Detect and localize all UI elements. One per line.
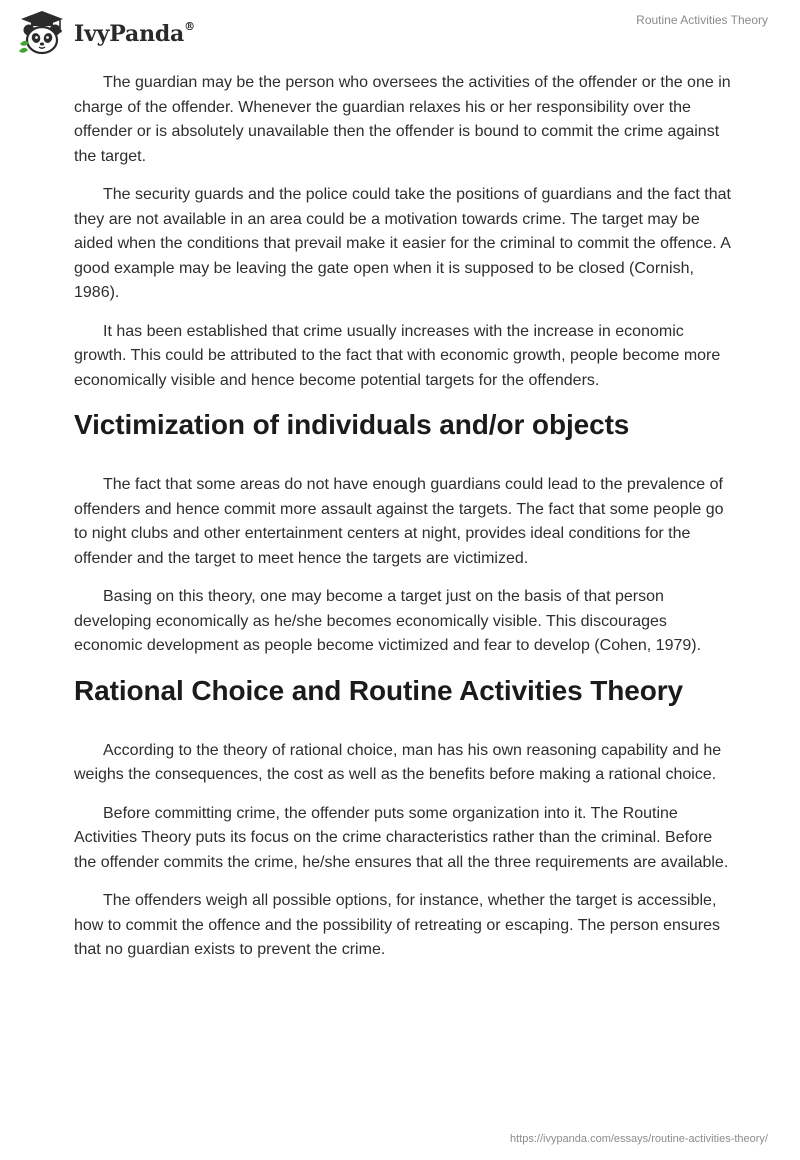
paragraph: The security guards and the police could take the positions of guardians and the fact that they are not available in an area could be a motivation towards crime. The target may be aided when the conditions that prevail make it easier for the criminal to commit the offence. A good example may be leaving the gate open when it is supposed to be closed (Cornish, 1986).	[74, 186, 731, 301]
paragraph: The guardian may be the person who oversees the activities of the offender or the one in charge of the offender. Whenever the guardian relaxes his or her responsibility over the offender or is absolutely unavailable then the offender is bound to commit the crime against the target.	[74, 74, 731, 165]
section-heading-rational-choice: Rational Choice and Routine Activities Theory	[74, 674, 683, 706]
paragraph: The offenders weigh all possible options, for instance, whether the target is accessible, how to commit the offence and the possibility of retreating or escaping. The person ensures that no guardian exists to prevent the crime.	[74, 892, 720, 958]
page-header	[0, 0, 800, 64]
paragraph: Basing on this theory, one may become a target just on the basis of that person developing economically as he/she becomes economically visible. This discourages economic development as people become victimized and fear to develop (Cohen, 1979).	[74, 588, 702, 654]
source-url-link[interactable]: https://ivypanda.com/essays/routine-activities-theory/	[509, 1133, 768, 1145]
paragraph: It has been established that crime usually increases with the increase in economic growth. This could be attributed to the fact that with economic growth, people become more economically visible and hence become potential targets for the offenders.	[74, 322, 721, 389]
ivypanda-logo[interactable]	[16, 8, 195, 58]
document-title: Routine Activities Theory	[636, 13, 768, 27]
section-heading-victimization: Victimization of individuals and/or objects	[74, 409, 630, 440]
logo-wordmark: IvyPanda®	[74, 19, 195, 47]
panda-graduate-icon	[16, 8, 68, 58]
paragraph: According to the theory of rational choice, man has his own reasoning capability and he weighs the consequences, the cost as well as the benefits before making a rational choice.	[74, 741, 722, 783]
essay-content	[74, 71, 734, 977]
paragraph: Before committing crime, the offender puts some organization into it. The Routine Activities Theory puts its focus on the crime characteristics rather than the criminal. Before the offender commits the crime, he/she ensures that all the three requirements are available.	[74, 804, 729, 871]
paragraph: The fact that some areas do not have enough guardians could lead to the prevalence of offenders and hence commit more assault against the targets. The fact that some people go to night clubs and other entertainment centers at night, provides ideal conditions for the offender and the target to meet hence the targets are victimized.	[74, 476, 724, 567]
